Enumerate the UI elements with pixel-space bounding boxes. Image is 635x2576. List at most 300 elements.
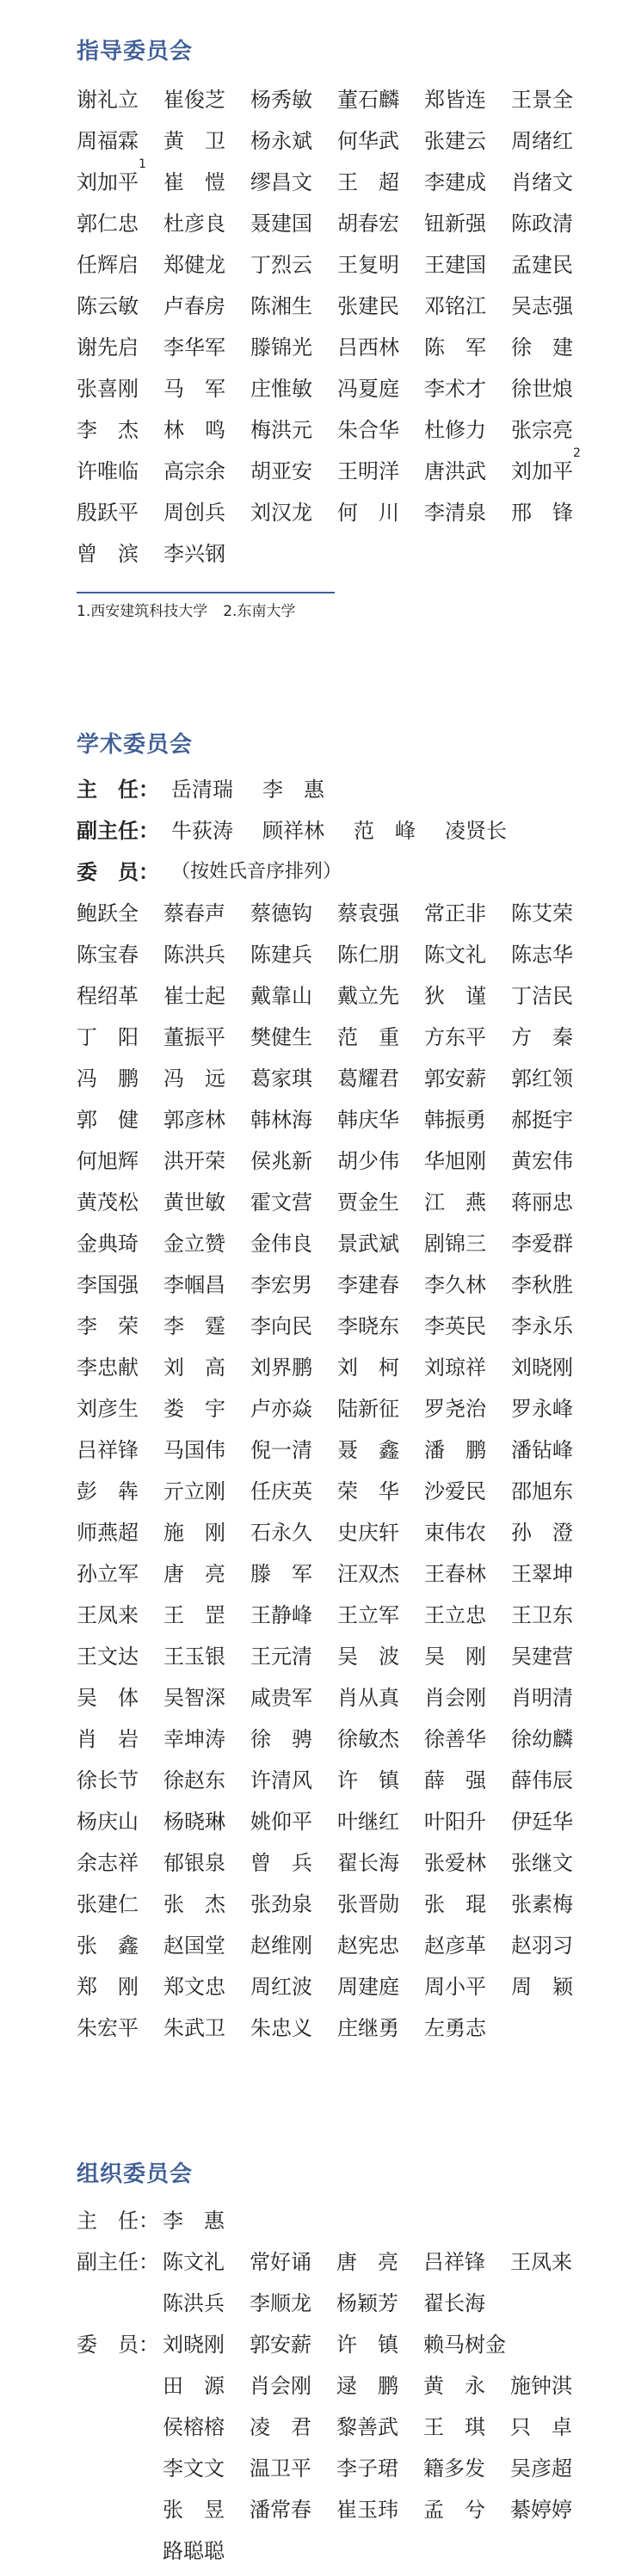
academic-member-name: 蔡德钩 [250,901,312,925]
organizing-member-name: 路聪聪 [163,2539,225,2563]
organizing-names [163,2448,597,2489]
organizing-committee-rows [77,2200,635,2572]
organizing-member-name: 翟长海 [423,2291,485,2315]
academic-member-name: 余志祥 [77,1851,139,1875]
guiding-member-name: 丁烈云 [250,253,312,277]
guiding-member-name: 王景全 [511,88,573,112]
academic-member-name: 徐 骋 [250,1727,312,1751]
organizing-row [77,2324,635,2365]
organizing-member-name: 张 昱 [163,2498,225,2522]
guiding-member-name: 张建民 [337,294,399,318]
guiding-member-name: 何华武 [337,129,399,153]
academic-member-name: 肖从真 [337,1686,399,1710]
organizing-member-name: 施钟淇 [510,2374,572,2398]
director-label: 主 任： [77,778,159,802]
academic-member-name: 郁银泉 [163,1851,225,1875]
organizing-member-name: 崔玉玮 [336,2498,398,2522]
academic-member-name: 李忠献 [77,1356,139,1380]
academic-member-name: 薛 强 [424,1768,486,1792]
member-label: 委 员： [77,860,159,884]
guiding-member-name: 何 川 [337,501,399,525]
organizing-member-name: 李 惠 [163,2209,225,2233]
organizing-row [77,2365,635,2407]
academic-member-name: 蒋丽忠 [511,1190,573,1214]
guiding-member-name: 杜修力 [424,418,486,442]
guiding-member-name: 朱合华 [337,418,399,442]
guiding-member-name: 黄 卫 [163,129,225,153]
guiding-member-name: 李华军 [163,335,225,360]
academic-member-name: 汪双杰 [337,1562,399,1586]
vice-director-name: 牛荻涛 [171,819,233,843]
guiding-member-name: 陈湘生 [250,294,312,318]
guiding-member-name: 滕锦光 [250,335,312,360]
guiding-member-name: 李术才 [424,377,486,401]
academic-member-name: 郭红领 [511,1067,573,1091]
vice-director-label: 副主任： [77,819,159,843]
academic-member-name: 李宏男 [250,1273,312,1297]
academic-member-name: 王元清 [250,1645,312,1669]
academic-member-name: 赵羽习 [511,1934,573,1958]
academic-member-name: 娄 宇 [163,1397,225,1421]
organizing-member-name: 陈文礼 [163,2250,225,2274]
organizing-role-label: 主 任： [77,2209,159,2233]
academic-member-name: 赵维刚 [250,1934,312,1958]
academic-member-name: 韩振勇 [424,1108,486,1132]
footnote-2: 2.东南大学 [223,603,296,620]
academic-member-name: 景武斌 [337,1232,399,1256]
academic-member-name: 杨庆山 [77,1810,139,1834]
guiding-member-name: 刘汉龙 [250,501,312,525]
academic-member-name: 范 重 [337,1025,399,1049]
academic-member-name: 冯 鹏 [77,1067,139,1091]
academic-member-name: 李 霆 [163,1314,225,1338]
academic-member-name: 王立军 [337,1603,399,1627]
guiding-member-name: 周绪红 [511,129,573,153]
academic-member-name: 朱宏平 [77,2016,139,2040]
academic-member-name: 李秋胜 [511,1273,573,1297]
organizing-row [77,2200,635,2241]
organizing-member-name: 王凤来 [510,2250,572,2274]
organizing-member-name: 陈洪兵 [163,2291,225,2315]
academic-member-name: 刘彦生 [77,1397,139,1421]
guiding-member-name: 殷跃平 [77,501,139,525]
academic-member-name: 程绍革 [77,984,139,1008]
guiding-member-name: 杨秀敏 [250,88,312,112]
guiding-member-name: 郑皆连 [424,88,486,112]
academic-member-name: 王立忠 [424,1603,486,1627]
academic-member-name: 胡少伟 [337,1149,399,1173]
academic-member-name: 张 鑫 [77,1934,139,1958]
guiding-member-name: 曾 滨 [77,542,139,566]
academic-member-name: 周建庭 [337,1975,399,1999]
organizing-member-name: 唐 亮 [336,2250,398,2274]
academic-member-name: 刘琼祥 [424,1356,486,1380]
academic-member-name: 戴立先 [337,984,399,1008]
academic-member-name: 肖明清 [511,1686,573,1710]
academic-member-name: 冯 远 [163,1067,225,1091]
organizing-member-name: 黄 永 [423,2374,485,2398]
academic-member-name: 张 琨 [424,1892,486,1916]
footnote-1: 1.西安建筑科技大学 [77,603,208,620]
academic-member-name: 王凤来 [77,1603,139,1627]
guiding-member-name: 李建成 [424,170,486,194]
academic-member-name: 李向民 [250,1314,312,1338]
organizing-member-name: 吴彦超 [510,2456,572,2481]
academic-member-name: 聂 鑫 [337,1438,399,1462]
organizing-member-name: 肖会刚 [250,2374,311,2398]
guiding-member-name: 谢先启 [77,335,139,360]
organizing-role-label [77,2448,163,2489]
organizing-member-name: 李子珺 [336,2456,398,2481]
organizing-member-name: 赖马树金 [423,2333,506,2357]
academic-member-name: 邵旭东 [511,1479,573,1503]
organizing-names [163,2489,597,2530]
academic-member-name: 陈宝春 [77,943,139,967]
academic-member-name: 江 燕 [424,1190,486,1214]
academic-member-name: 侯兆新 [250,1149,312,1173]
organizing-member-name: 杨颖芳 [336,2291,398,2315]
academic-member-name: 姚仰平 [250,1810,312,1834]
organizing-row [77,2448,635,2489]
organizing-member-name: 綦婷婷 [510,2498,572,2522]
academic-member-name: 石永久 [250,1521,312,1545]
organizing-role-label [77,2489,163,2530]
academic-member-name: 葛耀君 [337,1067,399,1091]
organizing-member-name: 李顺龙 [250,2291,311,2315]
guiding-member-name: 董石麟 [337,88,399,112]
guiding-member-name: 王明洋 [337,459,399,483]
guiding-member-name: 周福霖 [77,129,139,153]
organizing-names [163,2283,597,2324]
academic-member-name: 陈文礼 [424,943,486,967]
guiding-member-name: 崔 愷 [163,170,225,194]
academic-member-name: 张建仁 [77,1892,139,1916]
academic-member-name: 郑文忠 [163,1975,225,1999]
organizing-member-name: 籍多发 [423,2456,485,2481]
guiding-member-name: 李 杰 [77,418,139,442]
academic-member-name: 李帼昌 [163,1273,225,1297]
organizing-member-name: 许 镇 [336,2333,398,2357]
academic-member-name: 郭彦林 [163,1108,225,1132]
academic-member-name: 马国伟 [163,1438,225,1462]
guiding-member-name: 庄惟敏 [250,377,312,401]
affiliation-superscript: 1 [139,157,146,171]
academic-member-name: 王文达 [77,1645,139,1669]
academic-member-name: 张爱林 [424,1851,486,1875]
organizing-names [163,2407,597,2448]
organizing-row [77,2283,635,2324]
footnotes [77,597,635,626]
academic-member-name: 徐长节 [77,1768,139,1792]
academic-member-name: 吴 体 [77,1686,139,1710]
academic-member-name: 方东平 [424,1025,486,1049]
guiding-member-name: 林 鸣 [163,418,225,442]
academic-member-row [77,851,635,893]
guiding-member-name: 许唯临 [77,459,139,483]
organizing-role-label [77,2283,163,2324]
academic-member-name: 葛家琪 [250,1067,312,1091]
academic-member-name: 李 荣 [77,1314,139,1338]
guiding-member-name: 崔俊芝 [163,88,225,112]
organizing-names [163,2241,597,2283]
guiding-member-name: 张宗亮 [511,418,573,442]
academic-member-name: 李晓东 [337,1314,399,1338]
academic-member-name: 黄茂松 [77,1190,139,1214]
organizing-row [77,2489,635,2530]
guiding-member-name: 唐洪武 [424,459,486,483]
academic-member-name: 徐赵东 [163,1768,225,1792]
footnote-divider [77,592,335,593]
academic-member-name: 陆新征 [337,1397,399,1421]
organizing-role-label: 副主任： [77,2250,159,2274]
academic-member-name: 倪一清 [250,1438,312,1462]
academic-member-name: 剧锦三 [424,1232,486,1256]
organizing-member-name: 李文文 [163,2456,225,2481]
academic-member-name: 陈仁朋 [337,943,399,967]
academic-member-name: 李国强 [77,1273,139,1297]
academic-member-name: 张 杰 [163,1892,225,1916]
organizing-member-name: 郭安薪 [250,2333,311,2357]
organizing-role-label: 委 员： [77,2333,159,2357]
academic-member-name: 任庆英 [250,1479,312,1503]
academic-member-name: 周 颖 [511,1975,573,1999]
guiding-member-name: 吕西林 [337,335,399,360]
guiding-member-name: 孟建民 [511,253,573,277]
organizing-committee-title: 组织委员会 [77,2161,194,2187]
academic-member-name: 戴靠山 [250,984,312,1008]
academic-member-name: 许 镇 [337,1768,399,1792]
academic-member-name: 金立赞 [163,1232,225,1256]
organizing-member-name: 潘常春 [250,2498,311,2522]
academic-member-name: 伊廷华 [511,1810,573,1834]
academic-member-name: 贾金生 [337,1190,399,1214]
guiding-member-name: 王 超 [337,170,399,194]
academic-member-name: 李建春 [337,1273,399,1297]
academic-member-name: 何旭辉 [77,1149,139,1173]
academic-member-name: 郭安薪 [424,1067,486,1091]
academic-member-name: 赵宪忠 [337,1934,399,1958]
organizing-names [163,2200,597,2241]
guiding-member-name: 杜彦良 [163,212,225,236]
organizing-names [163,2365,597,2407]
organizing-member-name: 刘晓刚 [163,2333,225,2357]
academic-member-name: 朱武卫 [163,2016,225,2040]
academic-member-name: 幸坤涛 [163,1727,225,1751]
academic-member-name: 董振平 [163,1025,225,1049]
academic-member-name: 左勇志 [424,2016,486,2040]
academic-director-row [77,769,635,810]
academic-member-name: 杨晓琳 [163,1810,225,1834]
guiding-member-name: 胡春宏 [337,212,399,236]
academic-member-name: 韩林海 [250,1108,312,1132]
academic-member-name: 吴智深 [163,1686,225,1710]
guiding-member-name: 缪昌文 [250,170,312,194]
organizing-member-name: 黎善武 [336,2415,398,2439]
academic-member-name: 吕祥锋 [77,1438,139,1462]
academic-member-name: 鲍跃全 [77,901,139,925]
guiding-member-name: 陈政清 [511,212,573,236]
academic-member-name: 韩庆华 [337,1108,399,1132]
guiding-member-name: 陈 军 [424,335,486,360]
academic-member-name: 吴 刚 [424,1645,486,1669]
guiding-member-name: 冯夏庭 [337,377,399,401]
academic-vice-row [77,810,635,851]
guiding-member-name: 王建国 [424,253,486,277]
academic-member-name: 徐善华 [424,1727,486,1751]
academic-member-name: 李爱群 [511,1232,573,1256]
guiding-member-name: 徐世烺 [511,377,573,401]
guiding-member-name: 周创兵 [163,501,225,525]
academic-member-name: 彭 犇 [77,1479,139,1503]
organizing-member-name: 常好诵 [250,2250,311,2274]
academic-member-name: 刘 高 [163,1356,225,1380]
academic-member-name: 庄继勇 [337,2016,399,2040]
academic-member-name: 陈艾荣 [511,901,573,925]
vice-director-name: 范 峰 [354,819,416,843]
academic-member-name: 张素梅 [511,1892,573,1916]
academic-member-name: 张晋勋 [337,1892,399,1916]
academic-member-name: 黄宏伟 [511,1149,573,1173]
academic-member-name: 丁 阳 [77,1025,139,1049]
academic-committee-title: 学术委员会 [77,732,194,758]
academic-member-name: 崔士起 [163,984,225,1008]
academic-committee-members [77,893,635,2049]
academic-member-name: 赵国堂 [163,1934,225,1958]
academic-member-name: 郭 健 [77,1108,139,1132]
organizing-role-label [77,2530,163,2572]
academic-member-name: 潘钻峰 [511,1438,573,1462]
member-sort-note: （按姓氏音序排列） [171,861,342,882]
academic-member-name: 孙 澄 [511,1521,573,1545]
academic-member-name: 张继文 [511,1851,573,1875]
organizing-member-name: 王 琪 [423,2415,485,2439]
academic-member-name: 孙立军 [77,1562,139,1586]
academic-member-name: 唐 亮 [163,1562,225,1586]
academic-member-name: 翟长海 [337,1851,399,1875]
academic-member-name: 许清风 [250,1768,312,1792]
guiding-member-name: 杨永斌 [250,129,312,153]
academic-member-name: 王卫东 [511,1603,573,1627]
academic-member-name: 咸贵军 [250,1686,312,1710]
guiding-member-name: 任辉启 [77,253,139,277]
academic-member-name: 刘 柯 [337,1356,399,1380]
academic-member-name: 华旭刚 [424,1149,486,1173]
academic-member-name: 叶阳升 [424,1810,486,1834]
guiding-member-name: 张建云 [424,129,486,153]
academic-member-name: 王静峰 [250,1603,312,1627]
academic-member-name: 刘界鹏 [250,1356,312,1380]
academic-member-name: 徐敏杰 [337,1727,399,1751]
academic-member-name: 蔡袁强 [337,901,399,925]
academic-member-name: 施 刚 [163,1521,225,1545]
academic-member-name: 郑 刚 [77,1975,139,1999]
academic-member-name: 陈洪兵 [163,943,225,967]
guiding-member-name: 张喜刚 [77,377,139,401]
guiding-member-name: 徐 建 [511,335,573,360]
academic-member-name: 丁洁民 [511,984,573,1008]
academic-member-name: 吴 波 [337,1645,399,1669]
guiding-member-name: 吴志强 [511,294,573,318]
organizing-member-name: 逯 鹏 [336,2374,398,2398]
academic-member-name: 黄世敏 [163,1190,225,1214]
academic-member-name: 李永乐 [511,1314,573,1338]
organizing-member-name: 吕祥锋 [423,2250,485,2274]
academic-member-name: 朱忠义 [250,2016,312,2040]
organizing-member-name: 田 源 [163,2374,225,2398]
organizing-member-name: 温卫平 [250,2456,311,2481]
academic-member-name: 束伟农 [424,1521,486,1545]
academic-member-name: 陈建兵 [250,943,312,967]
vice-director-name: 顾祥林 [262,819,324,843]
organizing-member-name: 侯榕榕 [163,2415,225,2439]
academic-member-name: 金典琦 [77,1232,139,1256]
organizing-names [163,2324,597,2365]
academic-member-name: 王玉银 [163,1645,225,1669]
academic-member-name: 史庆轩 [337,1521,399,1545]
academic-member-name: 赵彦革 [424,1934,486,1958]
guiding-member-name: 聂建国 [250,212,312,236]
academic-member-name: 罗尧治 [424,1397,486,1421]
academic-member-name: 霍文营 [250,1190,312,1214]
guiding-member-name: 肖绪文 [511,170,573,194]
organizing-names [163,2530,597,2572]
academic-member-name: 刘晓刚 [511,1356,573,1380]
academic-member-name: 滕 军 [250,1562,312,1586]
academic-member-name: 潘 鹏 [424,1438,486,1462]
academic-member-name: 金伟良 [250,1232,312,1256]
academic-member-name: 荣 华 [337,1479,399,1503]
guiding-member-name: 梅洪元 [250,418,312,442]
academic-member-name: 李英民 [424,1314,486,1338]
organizing-committee-section [77,2157,635,2572]
guiding-member-name: 王复明 [337,253,399,277]
academic-member-name: 肖 岩 [77,1727,139,1751]
affiliation-superscript: 2 [573,446,581,460]
academic-member-name: 郝挺宇 [511,1108,573,1132]
guiding-member-name: 郭仁忠 [77,212,139,236]
academic-member-name: 亓立刚 [163,1479,225,1503]
academic-member-name: 蔡春声 [163,901,225,925]
guiding-member-name: 郑健龙 [163,253,225,277]
academic-member-name: 沙爱民 [424,1479,486,1503]
guiding-member-name: 高宗余 [163,459,225,483]
organizing-member-name: 只 卓 [510,2415,572,2439]
director-name: 岳清瑞 [171,778,233,802]
guiding-member-name: 陈云敏 [77,294,139,318]
organizing-member-name: 凌 君 [250,2415,311,2439]
organizing-row [77,2241,635,2283]
director-name: 李 惠 [262,778,324,802]
organizing-member-name: 孟 兮 [423,2498,485,2522]
guiding-committee-names [77,79,635,575]
academic-member-name: 常正非 [424,901,486,925]
guiding-member-name: 谢礼立 [77,88,139,112]
organizing-row [77,2530,635,2572]
academic-roles [77,769,635,893]
academic-member-name: 曾 兵 [250,1851,312,1875]
academic-member-name: 王春林 [424,1562,486,1586]
guiding-member-name: 胡亚安 [250,459,312,483]
academic-member-name: 肖会刚 [424,1686,486,1710]
guiding-member-name: 马 军 [163,377,225,401]
academic-member-name: 陈志华 [511,943,573,967]
vice-director-name: 凌贤长 [445,819,507,843]
academic-member-name: 王翠坤 [511,1562,573,1586]
academic-member-name: 叶继红 [337,1810,399,1834]
academic-member-name: 樊健生 [250,1025,312,1049]
guiding-member-name: 刘加平 2 [511,446,581,483]
academic-member-name: 周小平 [424,1975,486,1999]
